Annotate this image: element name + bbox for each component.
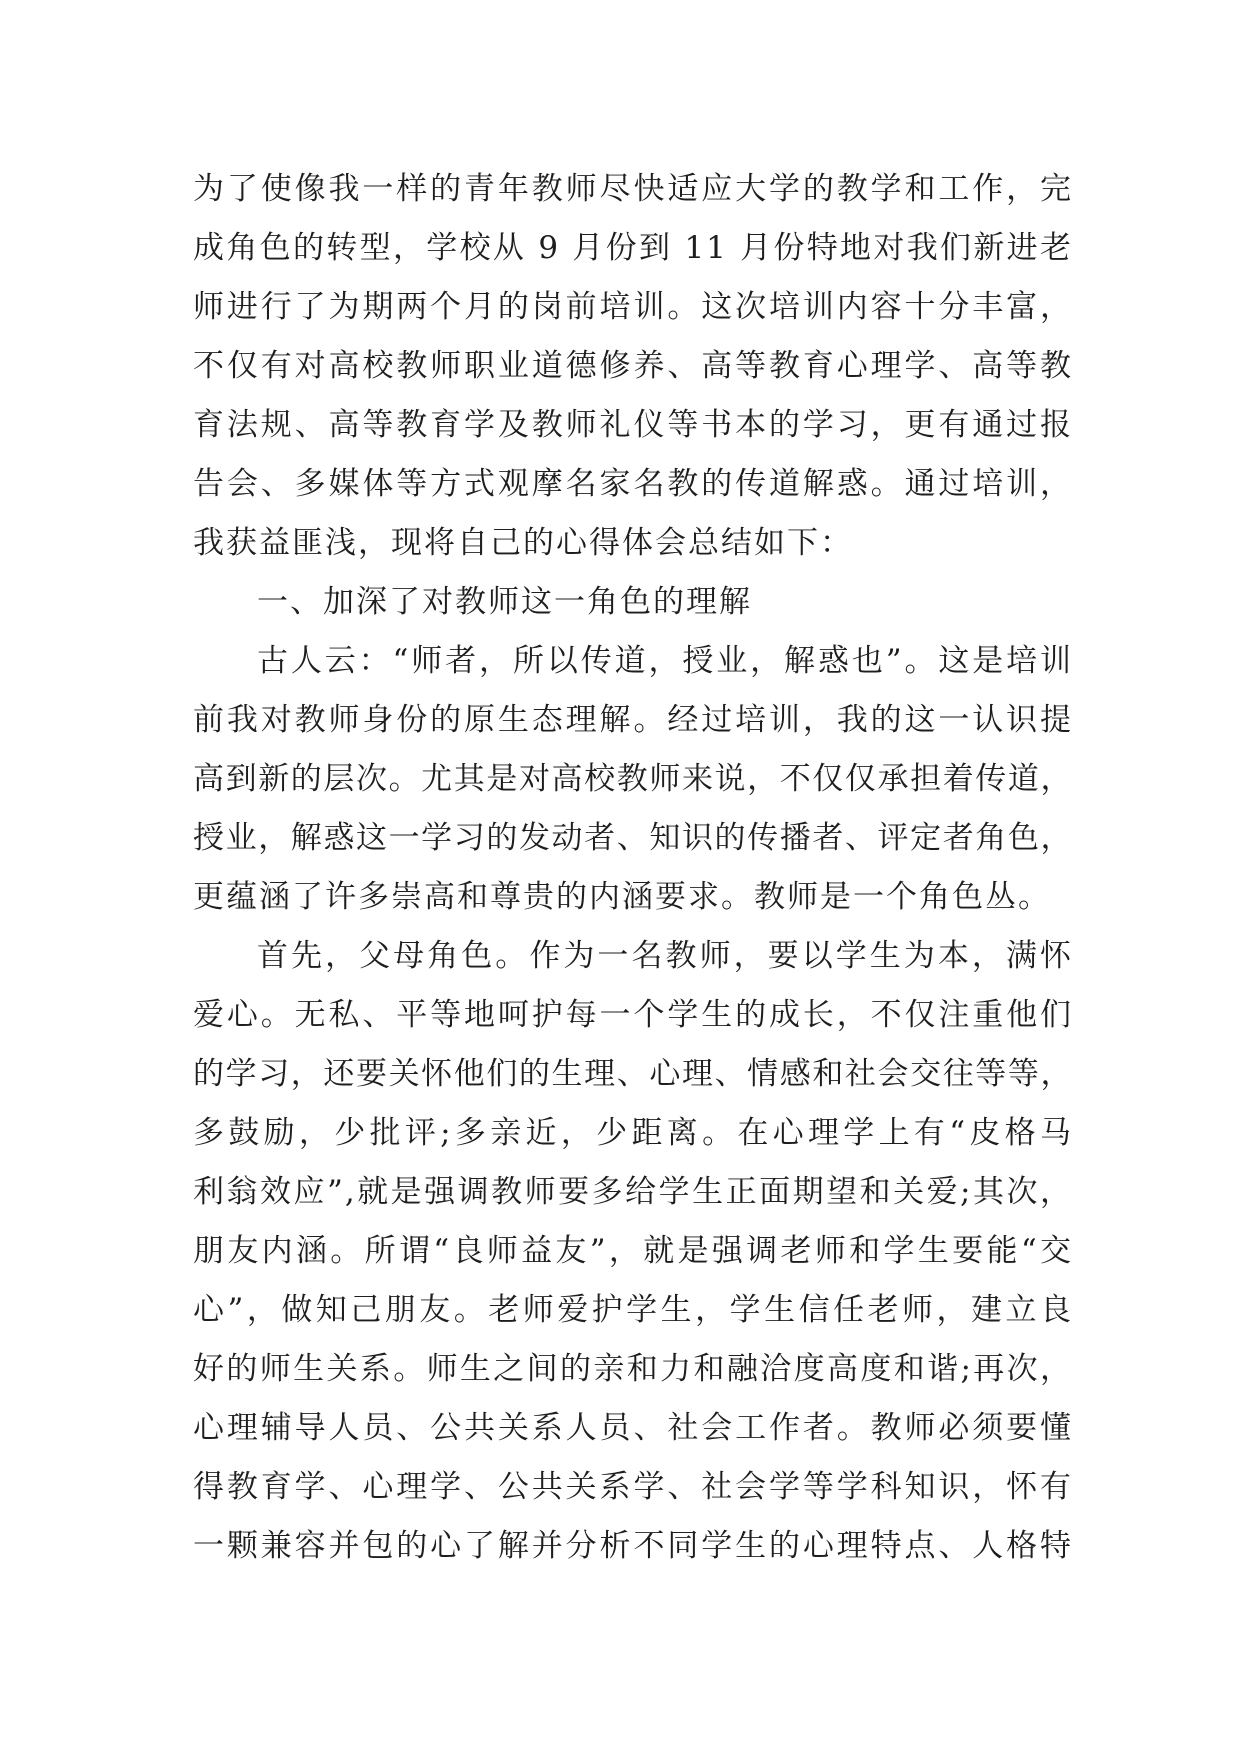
text-line: 高到新的层次。尤其是对高校教师来说，不仅仅承担着传道， [193,761,1073,797]
text-line: 一、加深了对教师这一角色的理解 [257,584,752,620]
text-line: 古人云：“师者，所以传道，授业，解惑也”。这是培训 [257,643,1073,679]
text-line: 前我对教师身份的原生态理解。经过培训，我的这一认识提 [193,702,1073,738]
text-line: 不仅有对高校教师职业道德修养、高等教育心理学、高等教 [193,348,1073,384]
text-line: 我获益匪浅，现将自己的心得体会总结如下： [193,525,853,561]
text-line: 授业，解惑这一学习的发动者、知识的传播者、评定者角色， [193,820,1073,856]
body-text [193,160,1073,1576]
text-line: 成角色的转型，学校从 9 月份到 11 月份特地对我们新进老 [193,230,1073,266]
text-line: 心理辅导人员、公共关系人员、社会工作者。教师必须要懂 [193,1410,1073,1446]
text-line: 告会、多媒体等方式观摩名家名教的传道解惑。通过培训， [193,466,1073,502]
text-line: 师进行了为期两个月的岗前培训。这次培训内容十分丰富， [193,289,1073,325]
text-line: 心”，做知己朋友。老师爱护学生，学生信任老师，建立良 [193,1292,1073,1328]
text-line: 首先，父母角色。作为一名教师，要以学生为本，满怀 [257,938,1073,974]
text-line: 育法规、高等教育学及教师礼仪等书本的学习，更有通过报 [193,407,1073,443]
text-line: 的学习，还要关怀他们的生理、心理、情感和社会交往等等， [193,1056,1073,1092]
text-line: 朋友内涵。所谓“良师益友”，就是强调老师和学生要能“交 [193,1233,1073,1269]
text-line: 更蕴涵了许多崇高和尊贵的内涵要求。教师是一个角色丛。 [193,879,1051,915]
text-line: 爱心。无私、平等地呵护每一个学生的成长，不仅注重他们 [193,997,1073,1033]
text-line: 好的师生关系。师生之间的亲和力和融洽度高度和谐;再次， [193,1351,1073,1387]
text-line: 得教育学、心理学、公共关系学、社会学等学科知识，怀有 [193,1469,1073,1505]
text-line: 利翁效应”,就是强调教师要多给学生正面期望和关爱;其次， [193,1174,1073,1210]
text-line: 一颗兼容并包的心了解并分析不同学生的心理特点、人格特 [193,1528,1073,1564]
text-line: 多鼓励，少批评;多亲近，少距离。在心理学上有“皮格马 [193,1115,1073,1151]
text-line: 为了使像我一样的青年教师尽快适应大学的教学和工作，完 [193,171,1073,207]
